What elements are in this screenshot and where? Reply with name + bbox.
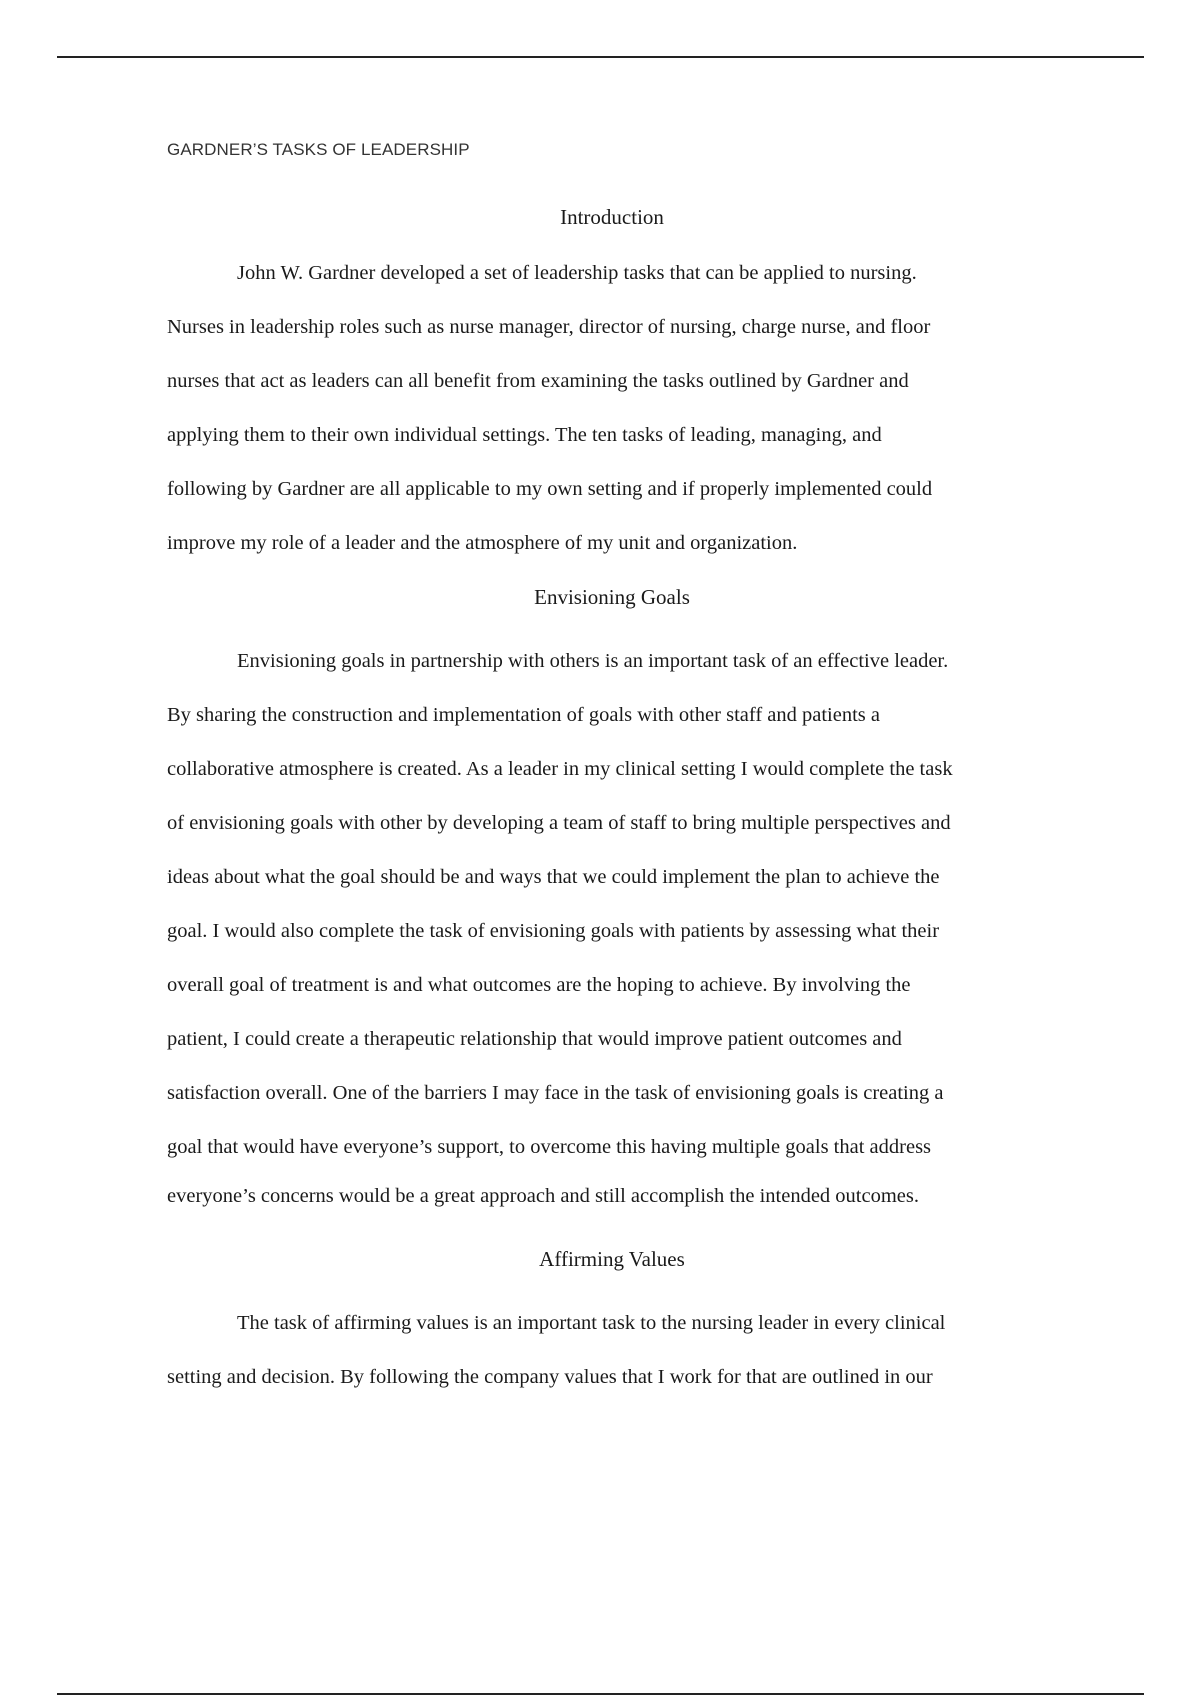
document-page (167, 140, 1057, 1404)
top-rule (57, 56, 1144, 58)
paragraph-line: overall goal of treatment is and what outcomes are the hoping to achieve. By involving the (167, 974, 911, 996)
paragraph-line: ideas about what the goal should be and ways that we could implement the plan to achieve the (167, 866, 940, 888)
paragraph-line: following by Gardner are all applicable to my own setting and if properly implemented could (167, 478, 933, 500)
paragraph-line: goal. I would also complete the task of envisioning goals with patients by assessing what their (167, 920, 940, 942)
bottom-rule (57, 1693, 1144, 1695)
paragraph-line: of envisioning goals with other by developing a team of staff to bring multiple perspectives and (167, 812, 951, 834)
paragraph-line: By sharing the construction and implementation of goals with other staff and patients a (167, 704, 880, 726)
paragraph-line: The task of affirming values is an important task to the nursing leader in every clinical (237, 1312, 946, 1334)
running-head: GARDNER’S TASKS OF LEADERSHIP (167, 140, 470, 159)
paragraph-introduction (167, 246, 1057, 570)
paragraph-line: setting and decision. By following the company values that I work for that are outlined in our (167, 1366, 933, 1388)
section-heading-affirming-values: Affirming Values (539, 1247, 685, 1271)
paragraph-line: satisfaction overall. One of the barriers I may face in the task of envisioning goals is creating a (167, 1082, 944, 1104)
paragraph-line: goal that would have everyone’s support, to overcome this having multiple goals that address (167, 1136, 932, 1158)
paragraph-affirming-values (167, 1296, 1057, 1404)
paragraph-line: improve my role of a leader and the atmosphere of my unit and organization. (167, 532, 798, 554)
paragraph-line: applying them to their own individual settings. The ten tasks of leading, managing, and (167, 424, 882, 446)
paragraph-line: collaborative atmosphere is created. As a leader in my clinical setting I would complete the task (167, 758, 953, 780)
paragraph-line: Nurses in leadership roles such as nurse manager, director of nursing, charge nurse, and floor (167, 316, 931, 338)
paragraph-line: patient, I could create a therapeutic relationship that would improve patient outcomes and (167, 1028, 902, 1050)
section-heading-introduction: Introduction (560, 205, 664, 229)
paragraph-line: Envisioning goals in partnership with others is an important task of an effective leader. (237, 650, 949, 672)
paragraph-envisioning-goals (167, 634, 1057, 1218)
section-heading-envisioning-goals: Envisioning Goals (534, 585, 690, 609)
paragraph-line: John W. Gardner developed a set of leadership tasks that can be applied to nursing. (237, 262, 917, 284)
paragraph-line: nurses that act as leaders can all benefit from examining the tasks outlined by Gardner and (167, 370, 909, 392)
paragraph-line: everyone’s concerns would be a great approach and still accomplish the intended outcomes. (167, 1185, 919, 1207)
